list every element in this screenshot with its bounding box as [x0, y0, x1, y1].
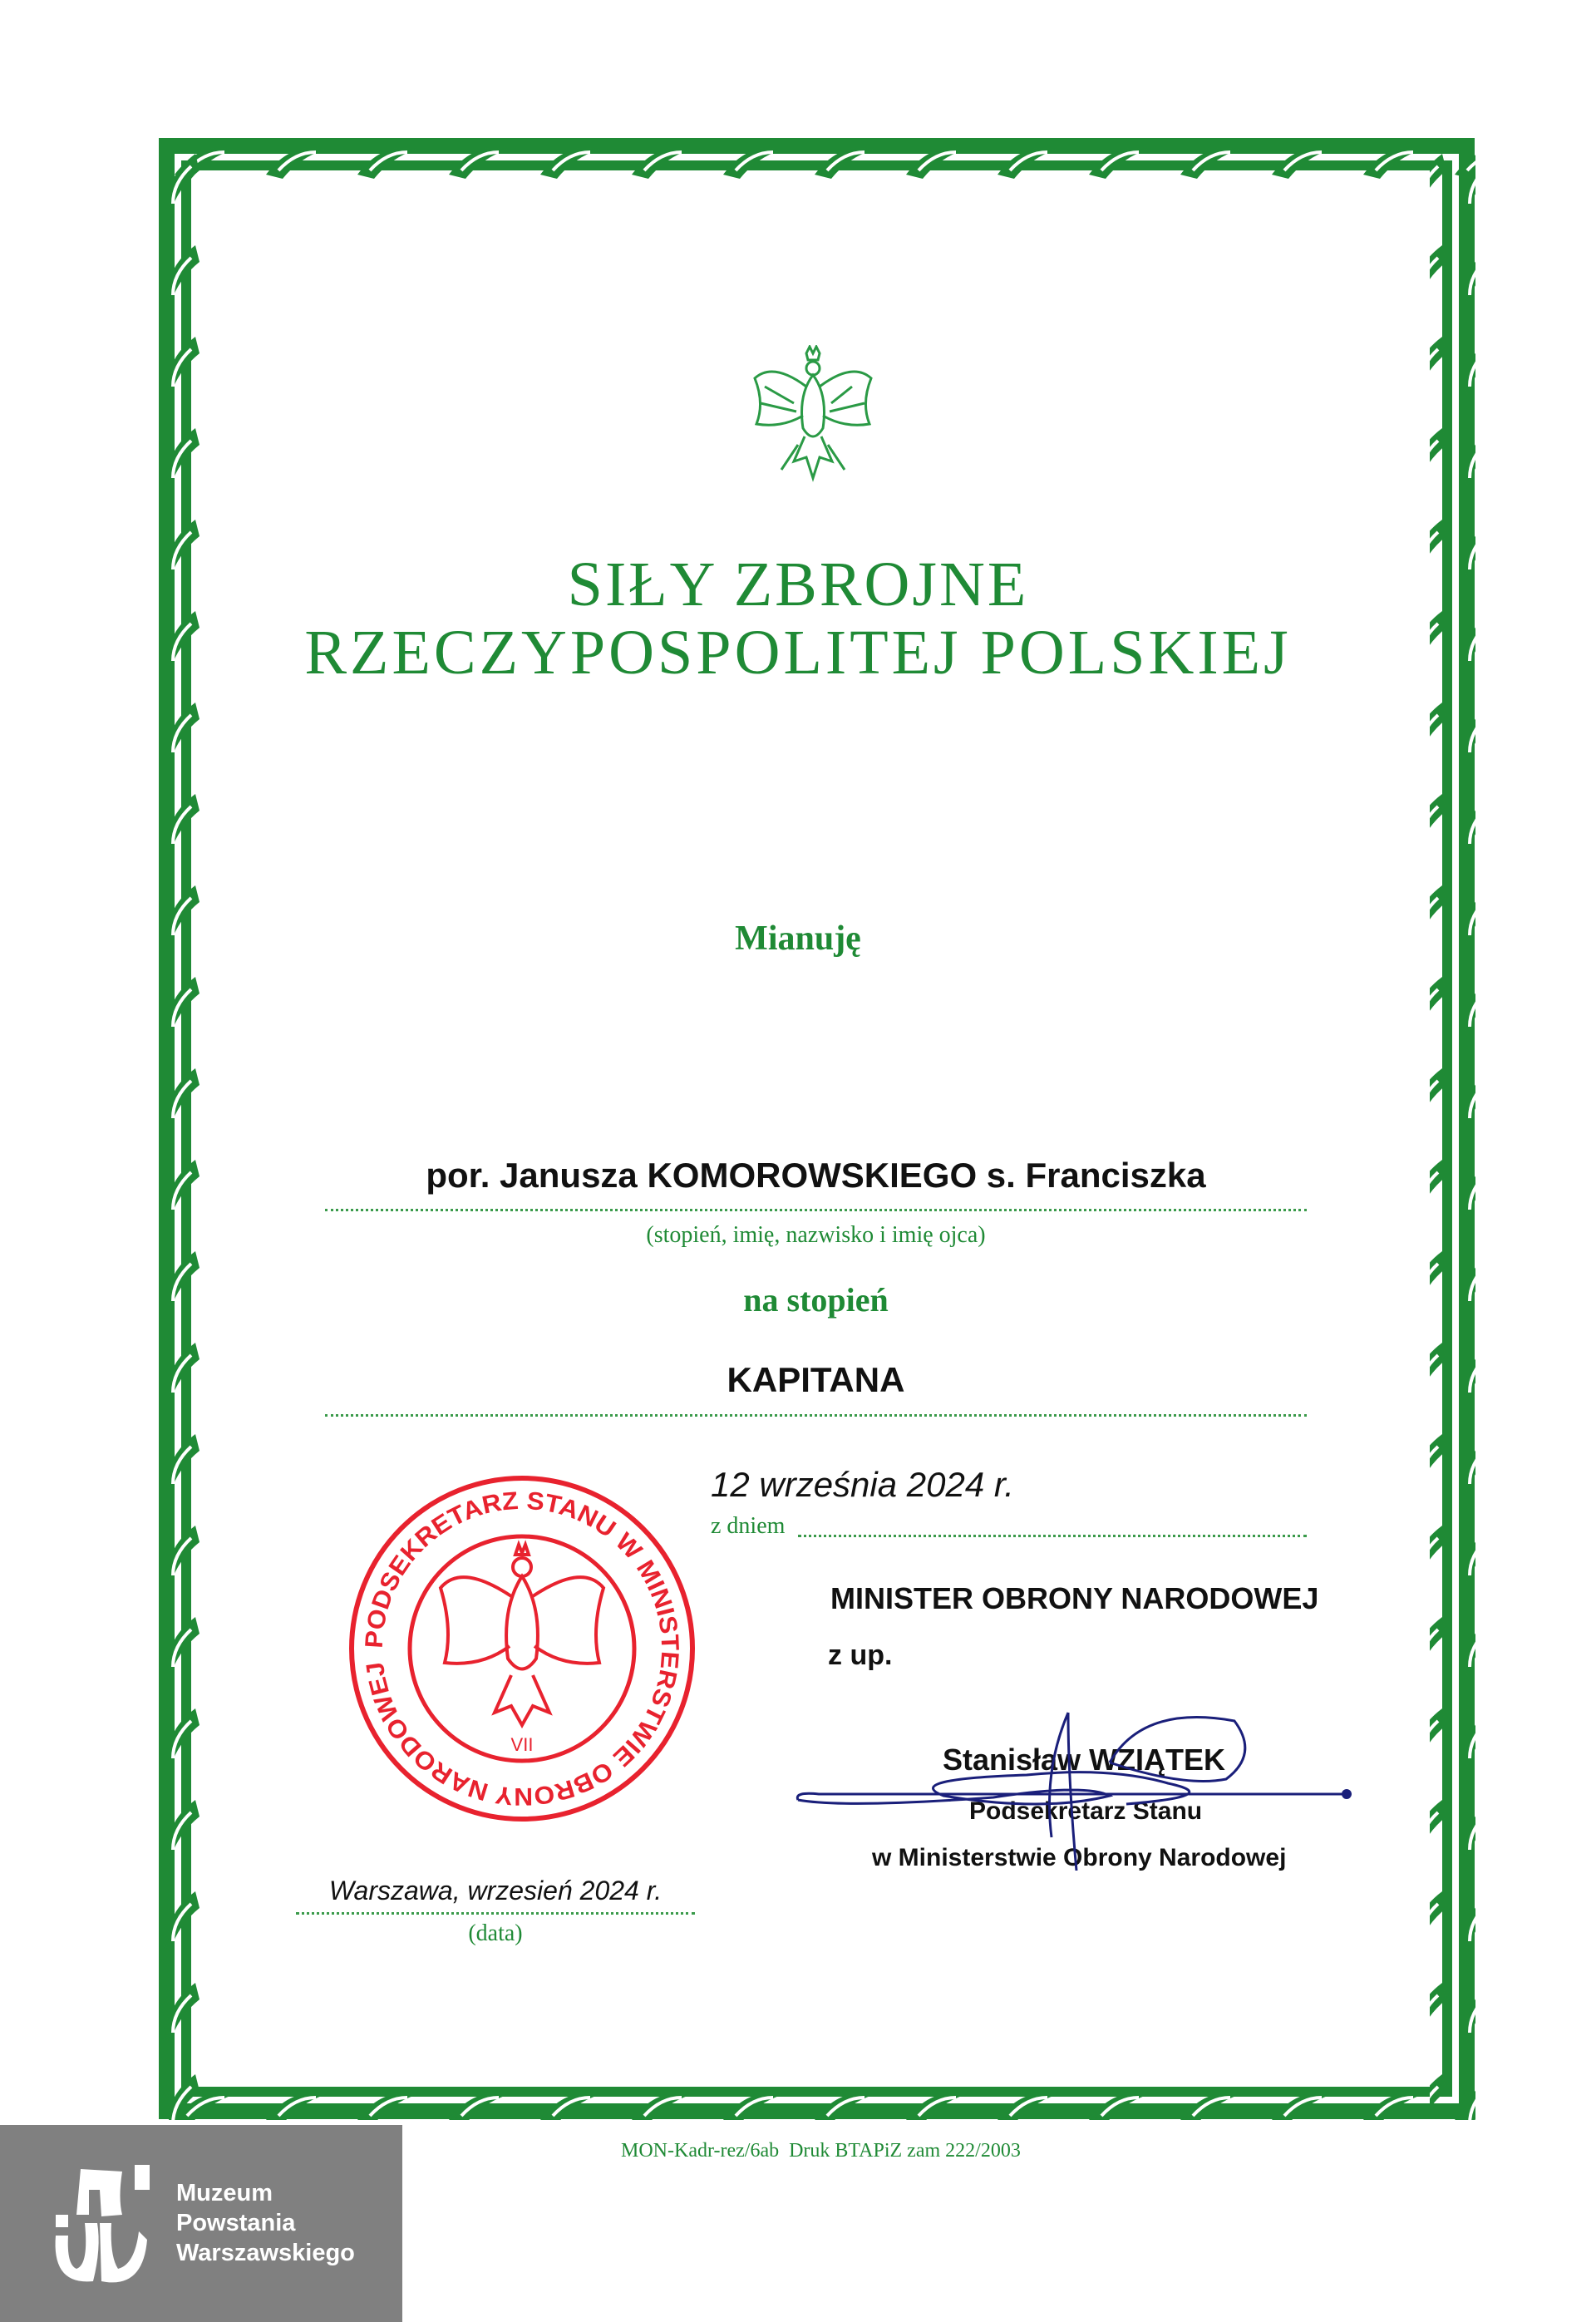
rank-value: KAPITANA	[727, 1360, 905, 1399]
museum-name-line-1: Muzeum	[176, 2180, 273, 2206]
museum-watermark	[0, 2125, 402, 2322]
authority: MINISTER OBRONY NARODOWEJ	[830, 1581, 1319, 1615]
print-code: MON-Kadr-rez/6ab Druk BTAPiZ zam 222/2003	[621, 2140, 1021, 2162]
place-date: Warszawa, wrzesień 2024 r.	[328, 1876, 663, 1905]
museum-logo-icon	[52, 2165, 160, 2290]
person-hint: (stopień, imię, nazwisko i imię ojca)	[646, 1222, 986, 1248]
proxy-label: z up.	[828, 1639, 893, 1671]
effective-dotted-line	[798, 1535, 1307, 1537]
museum-name	[176, 2178, 355, 2268]
title-line-2: RZECZYPOSPOLITEJ POLSKIEJ	[304, 618, 1292, 688]
effective-date: 12 września 2024 r.	[711, 1465, 1014, 1504]
signer-department: w Ministerstwie Obrony Narodowej	[872, 1844, 1287, 1871]
place-date-hint: (data)	[468, 1920, 523, 1946]
appoint-label: Mianuję	[735, 919, 861, 958]
stamp-ring-text: PODSEKRETARZ STANU W MINISTERSTWIE OBRONY NARODOWEJ	[360, 1486, 684, 1811]
person-name: por. Janusza KOMOROWSKIEGO s. Franciszka	[426, 1156, 1206, 1195]
official-stamp	[345, 1472, 699, 1826]
person-dotted-line	[325, 1209, 1307, 1211]
effective-label: z dniem	[711, 1513, 786, 1539]
museum-name-line-2: Powstania	[176, 2210, 296, 2236]
stamp-eagle-icon	[441, 1545, 603, 1725]
signer-title: Podsekretarz Stanu	[969, 1797, 1203, 1825]
signer-name: Stanisław WZIĄTEK	[943, 1743, 1226, 1777]
rank-dotted-line	[325, 1414, 1307, 1417]
handwritten-signature	[794, 1704, 1359, 1871]
rank-label: na stopień	[743, 1281, 889, 1319]
museum-name-line-3: Warszawskiego	[176, 2240, 355, 2266]
place-date-dotted-line	[296, 1912, 695, 1915]
title-line-1: SIŁY ZBROJNE	[567, 550, 1029, 619]
polish-eagle-icon	[748, 345, 878, 482]
stamp-number: VII	[510, 1734, 534, 1755]
